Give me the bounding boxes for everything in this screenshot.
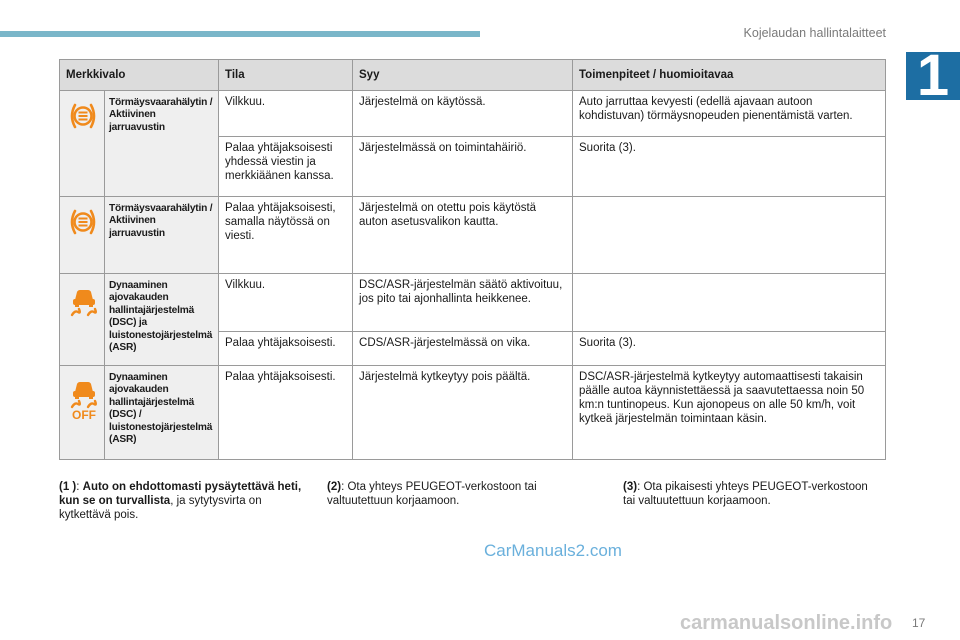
cell-toimenpiteet bbox=[573, 274, 886, 332]
cell-toimenpiteet: Suorita (3). bbox=[573, 137, 886, 197]
footnote-bold-text: Auto on ehdottomasti pysäytettävä heti, kun se on turvallista bbox=[59, 481, 302, 507]
warning-light-name: Dynaaminen ajovakauden hallintajärjestelmä (DSC) / luistonestojärjestelmä (ASR) bbox=[105, 366, 219, 460]
table-row bbox=[60, 91, 886, 137]
section-title: Kojelaudan hallintalaitteet bbox=[743, 26, 886, 40]
icon-cell bbox=[60, 274, 105, 366]
cell-tila: Vilkkuu. bbox=[219, 91, 353, 137]
cell-toimenpiteet: Suorita (3). bbox=[573, 332, 886, 366]
icon-cell bbox=[60, 197, 105, 274]
footnote-2 bbox=[327, 480, 577, 508]
footnote-1: (1 ): Auto on ehdottomasti pysäytettävä heti, kun se on turvallista, ja sytytysvirta on kytkettävä pois. bbox=[59, 481, 302, 521]
cell-syy: Järjestelmä kytkeytyy pois päältä. bbox=[353, 366, 573, 460]
column-header-merkkivalo: Merkkivalo bbox=[60, 60, 219, 91]
page-number: 17 bbox=[912, 616, 926, 630]
cell-tila: Palaa yhtäjaksoisesti. bbox=[219, 332, 353, 366]
footnote-text: , ja sytytysvirta on kytkettävä pois. bbox=[59, 495, 262, 521]
footnote-3 bbox=[623, 480, 873, 508]
cell-toimenpiteet bbox=[573, 197, 886, 274]
off-label: OFF bbox=[72, 408, 96, 420]
table-header-row bbox=[60, 60, 886, 91]
footnote-marker: (2) bbox=[327, 481, 342, 493]
cell-toimenpiteet: Auto jarruttaa kevyesti (edellä ajavaan autoon kohdistuvan) törmäysnopeuden pienentämistä varten. bbox=[573, 91, 886, 137]
cell-tila: Vilkkuu. bbox=[219, 274, 353, 332]
table-row bbox=[60, 197, 886, 274]
skidding-car-icon bbox=[66, 284, 102, 322]
warning-light-name: Törmäysvaarahälytin / Aktiivinen jarruavustin bbox=[105, 91, 219, 197]
cell-syy: CDS/ASR-järjestelmässä on vika. bbox=[353, 332, 573, 366]
warning-lights-table bbox=[59, 59, 886, 460]
icon-cell bbox=[60, 91, 105, 197]
cell-tila: Palaa yhtäjaksoisesti yhdessä viestin ja merkkiäänen kanssa. bbox=[219, 137, 353, 197]
column-header-toimenpiteet: Toimenpiteet / huomioitavaa bbox=[573, 60, 886, 91]
footnote-text: : Ota pikaisesti yhteys PEUGEOT-verkostoon tai valtuutettuun korjaamoon. bbox=[623, 481, 868, 507]
cell-tila: Palaa yhtäjaksoisesti. bbox=[219, 366, 353, 460]
carmanualsonline-watermark: carmanualsonline.info bbox=[680, 612, 893, 634]
collision-warning-icon bbox=[66, 101, 100, 135]
warning-light-name: Dynaaminen ajovakauden hallintajärjestelmä (DSC) ja luistonestojärjestelmä (ASR) bbox=[105, 274, 219, 366]
cell-tila: Palaa yhtäjaksoisesti, samalla näytössä on viesti. bbox=[219, 197, 353, 274]
table-row bbox=[60, 274, 886, 332]
cell-syy: DSC/ASR-järjestelmän säätö aktivoituu, jos pito tai ajonhallinta heikkenee. bbox=[353, 274, 573, 332]
icon-cell bbox=[60, 366, 105, 460]
cell-syy: Järjestelmä on otettu pois käytöstä auton asetusvalikon kautta. bbox=[353, 197, 573, 274]
cell-syy: Järjestelmä on käytössä. bbox=[353, 91, 573, 137]
table-row bbox=[60, 366, 886, 460]
footnote-text: : Ota yhteys PEUGEOT-verkostoon tai valtuutettuun korjaamoon. bbox=[327, 481, 537, 507]
column-header-tila: Tila bbox=[219, 60, 353, 91]
collision-warning-off-icon bbox=[66, 207, 100, 241]
column-header-syy: Syy bbox=[353, 60, 573, 91]
chapter-tab bbox=[906, 43, 960, 108]
footnote-marker: (3) bbox=[623, 481, 638, 493]
header-accent-bar bbox=[0, 31, 480, 37]
warning-light-name: Törmäysvaarahälytin / Aktiivinen jarruavustin bbox=[105, 197, 219, 274]
cell-toimenpiteet: DSC/ASR-järjestelmä kytkeytyy automaattisesti takaisin päälle autoa käynnistettäessä ja saavutettaessa noin 50 km:n tuntinopeus. Kun ajonopeus on alle 50 km/h, voit kytkeä järjestelmän toimintaan käsin. bbox=[573, 366, 886, 460]
chapter-number: 1 bbox=[916, 43, 950, 108]
carmanuals-watermark: CarManuals2.com bbox=[484, 541, 622, 560]
cell-syy: Järjestelmässä on toimintahäiriö. bbox=[353, 137, 573, 197]
footnote-marker: (1 ) bbox=[59, 481, 77, 493]
skidding-car-off-icon bbox=[66, 376, 102, 424]
